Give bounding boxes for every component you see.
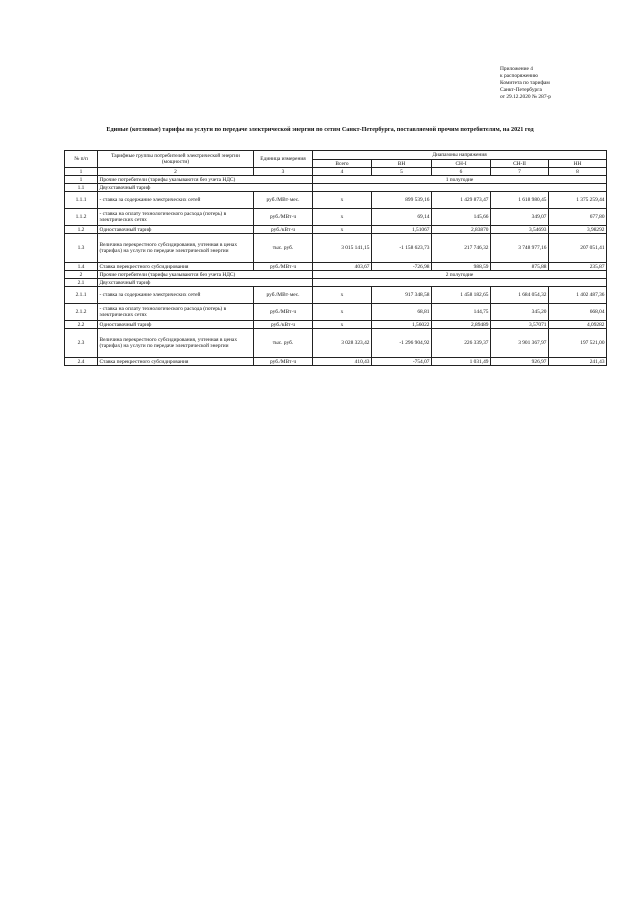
header-sn1: СН-I (432, 160, 491, 168)
row-name: Величина перекрестного субсидирования, учтенная в ценах (тарифах) на услуги по передаче электрической энергии (98, 234, 254, 263)
row-unit: руб./МВт·ч (254, 263, 313, 271)
empty-cell (313, 184, 607, 192)
row-name: Одноставочный тариф (98, 226, 254, 234)
value-nn: 677,80 (549, 209, 607, 226)
appendix-block (500, 66, 625, 101)
value-vn: 1,51067 (372, 226, 432, 234)
empty-cell (313, 279, 607, 287)
value-sn2: 3,57071 (491, 321, 549, 329)
table-row (65, 321, 607, 329)
table-row (65, 234, 607, 263)
document-title: Единые (котловые) тарифы на услуги по передаче электрической энергии по сетям Санкт-Петербурга, поставляемой прочим потребителям, на 2021 год (106, 126, 534, 133)
appendix-line: к распоряжению (500, 72, 539, 79)
header-group: Тарифные группы потребителей электрической энергии (мощности) (98, 151, 254, 168)
section-num: 1 (65, 176, 98, 184)
value-nn: 4,09282 (549, 321, 607, 329)
value-sn1: 226 339,37 (432, 329, 491, 358)
table-row (65, 209, 607, 226)
row-unit: руб./МВт·мес. (254, 192, 313, 209)
value-nn: 1 375 259,44 (549, 192, 607, 209)
subsection-name: Двухставочный тариф (98, 184, 313, 192)
value-vn: 69,14 (372, 209, 432, 226)
value-vn: -1 158 623,73 (372, 234, 432, 263)
subsection-num: 2.1 (65, 279, 98, 287)
value-nn: 197 521,00 (549, 329, 607, 358)
value-sn2: 349,07 (491, 209, 549, 226)
value-sn2: 3 901 367,97 (491, 329, 549, 358)
value-total: x (313, 321, 372, 329)
value-nn: 235,87 (549, 263, 607, 271)
row-unit: руб./МВт·ч (254, 358, 313, 366)
value-sn2: 875,88 (491, 263, 549, 271)
value-sn2: 1 684 054,32 (491, 287, 549, 304)
row-num: 2.2 (65, 321, 98, 329)
section-period: 1 полугодие (313, 176, 607, 184)
row-name: Одноставочный тариф (98, 321, 254, 329)
table-row (65, 192, 607, 209)
header-sn2: СН-II (491, 160, 549, 168)
header-vn: ВН (372, 160, 432, 168)
value-vn: -726,98 (372, 263, 432, 271)
appendix-line: Санкт-Петербурга (500, 86, 542, 93)
value-total: x (313, 287, 372, 304)
section-row (65, 176, 607, 184)
table-row (65, 226, 607, 234)
row-num: 1.2 (65, 226, 98, 234)
row-num: 2.3 (65, 329, 98, 358)
value-nn: 207 051,41 (549, 234, 607, 263)
section-name: Прочие потребители (тарифы указываются без учета НДС) (98, 271, 313, 279)
column-number-cell: 5 (372, 168, 432, 176)
value-vn: -1 296 904,92 (372, 329, 432, 358)
column-number-cell: 8 (549, 168, 607, 176)
value-sn1: 1 458 182,65 (432, 287, 491, 304)
row-num: 2.1.2 (65, 304, 98, 321)
value-nn: 241,43 (549, 358, 607, 366)
value-sn1: 144,75 (432, 304, 491, 321)
value-sn1: 2,83870 (432, 226, 491, 234)
column-number-cell: 7 (491, 168, 549, 176)
value-vn: -754,07 (372, 358, 432, 366)
table-row (65, 263, 607, 271)
value-sn2: 1 618 980,45 (491, 192, 549, 209)
tariff-table (64, 150, 607, 366)
header-nn: НН (549, 160, 607, 168)
value-sn2: 345,20 (491, 304, 549, 321)
row-name: - ставка за содержание электрических сетей (98, 192, 254, 209)
value-vn: 1,56022 (372, 321, 432, 329)
row-name: Ставка перекрестного субсидирования (98, 358, 254, 366)
column-number-cell: 6 (432, 168, 491, 176)
row-unit: руб./кВт·ч (254, 226, 313, 234)
value-sn2: 926,97 (491, 358, 549, 366)
value-sn1: 145,66 (432, 209, 491, 226)
value-nn: 1 402 487,36 (549, 287, 607, 304)
value-total: x (313, 226, 372, 234)
row-num: 2.1.1 (65, 287, 98, 304)
row-name: - ставка на оплату технологического расхода (потерь) в электрических сетях (98, 209, 254, 226)
row-num: 2.4 (65, 358, 98, 366)
appendix-line: от 29.12.2020 № 287-р (500, 93, 552, 100)
value-total: x (313, 192, 372, 209)
row-num: 1.1.1 (65, 192, 98, 209)
row-unit: руб./МВт·ч (254, 304, 313, 321)
header-ranges: Диапазоны напряжения (313, 151, 607, 160)
row-num: 1.4 (65, 263, 98, 271)
value-vn: 899 539,16 (372, 192, 432, 209)
value-nn: 668,04 (549, 304, 607, 321)
table-row (65, 329, 607, 358)
value-sn1: 2,89489 (432, 321, 491, 329)
appendix-line: Приложение 4 (500, 66, 533, 72)
section-period: 2 полугодие (313, 271, 607, 279)
value-sn1: 217 746,32 (432, 234, 491, 263)
value-sn1: 1 429 873,47 (432, 192, 491, 209)
column-number-row (65, 168, 607, 176)
row-name: Величина перекрестного субсидирования, учтенная в ценах (тарифах) на услуги по передаче электрической энергии (98, 329, 254, 358)
column-number-cell: 3 (254, 168, 313, 176)
row-unit: руб./МВт·ч (254, 209, 313, 226)
value-total: 410,43 (313, 358, 372, 366)
header-num: № п/п (65, 151, 98, 168)
subsection-row (65, 184, 607, 192)
value-sn1: 1 031,49 (432, 358, 491, 366)
value-sn2: 3,54693 (491, 226, 549, 234)
row-unit: руб./МВт·мес. (254, 287, 313, 304)
row-name: - ставка за содержание электрических сетей (98, 287, 254, 304)
value-vn: 68,81 (372, 304, 432, 321)
column-number-cell: 2 (98, 168, 254, 176)
value-total: x (313, 304, 372, 321)
value-vn: 917 348,58 (372, 287, 432, 304)
section-name: Прочие потребители (тарифы указываются без учета НДС) (98, 176, 313, 184)
subsection-name: Двухставочный тариф (98, 279, 313, 287)
subsection-num: 1.1 (65, 184, 98, 192)
subsection-row (65, 279, 607, 287)
value-total: 403,67 (313, 263, 372, 271)
table-row (65, 304, 607, 321)
row-unit: руб./кВт·ч (254, 321, 313, 329)
value-total: 3 028 323,42 (313, 329, 372, 358)
section-num: 2 (65, 271, 98, 279)
appendix-line: Комитета по тарифам (500, 79, 550, 86)
row-unit: тыс. руб. (254, 234, 313, 263)
value-sn2: 3 748 977,16 (491, 234, 549, 263)
row-num: 1.3 (65, 234, 98, 263)
value-sn1: 988,59 (432, 263, 491, 271)
value-total: x (313, 209, 372, 226)
section-row (65, 271, 607, 279)
column-number-cell: 1 (65, 168, 98, 176)
column-number-cell: 4 (313, 168, 372, 176)
row-name: Ставка перекрестного субсидирования (98, 263, 254, 271)
row-unit: тыс. руб. (254, 329, 313, 358)
table-row (65, 358, 607, 366)
row-name: - ставка на оплату технологического расхода (потерь) в электрических сетях (98, 304, 254, 321)
header-total: Всего (313, 160, 372, 168)
value-total: 3 015 141,15 (313, 234, 372, 263)
row-num: 1.1.2 (65, 209, 98, 226)
value-nn: 3,98292 (549, 226, 607, 234)
table-row (65, 287, 607, 304)
header-unit: Единица измерения (254, 151, 313, 168)
